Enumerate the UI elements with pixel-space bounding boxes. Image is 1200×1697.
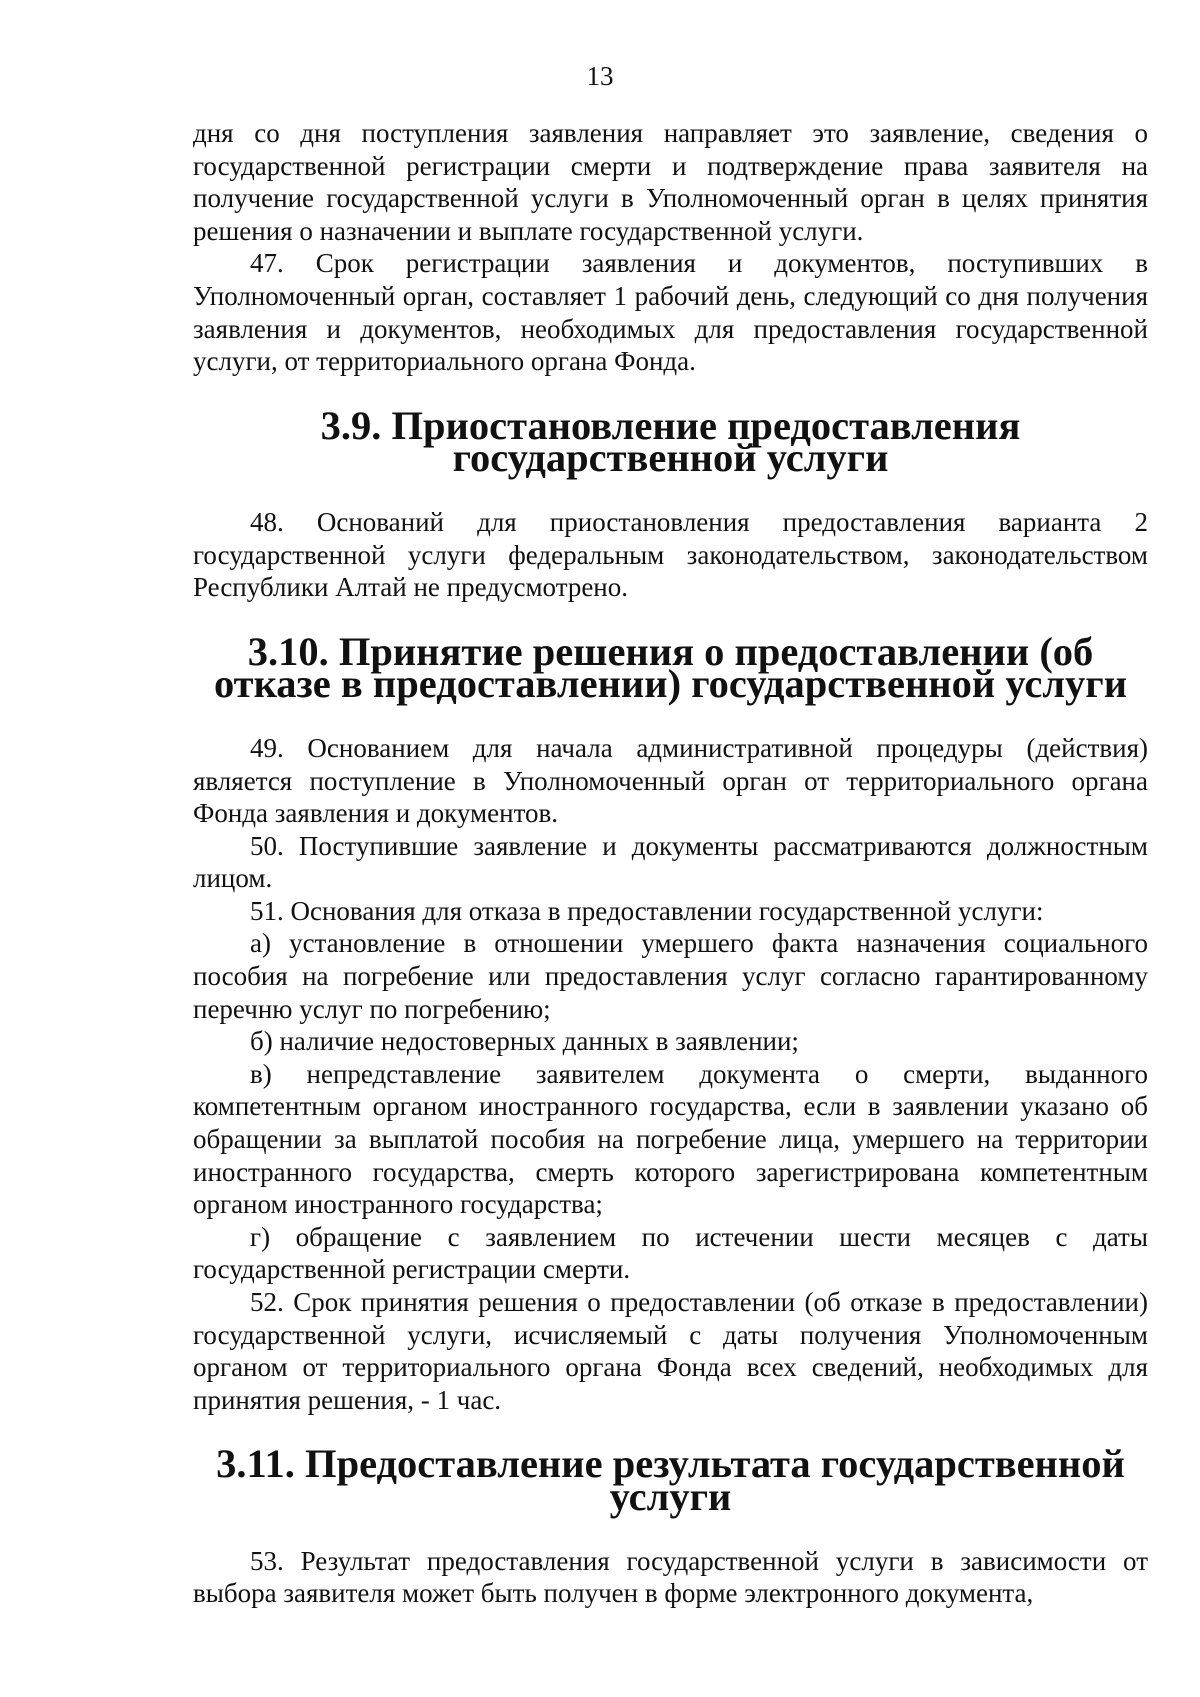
paragraph-51: 51. Основания для отказа в предоставлении государственной услуги: [250,895,1044,926]
paragraph-47: 47. Срок регистрации заявления и документов, поступивших в Уполномоченный орган, составляет 1 рабочий день, следующий со дня получения заявления и документов, необходимых для предоставления государственной услуги, от территориального органа Фонда. [193,248,1148,377]
list-item-g: г) обращение с заявлением по истечении шести месяцев с даты государственной регистрации смерти. [193,1221,1148,1285]
section-heading-3-10: 3.10. Принятие решения о предоставлении (об отказе в предоставлении) государственной услуги [213,628,1128,707]
paragraph-49: 49. Основанием для начала административной процедуры (действия) является поступление в Уполномоченный орган от территориального органа Фонда заявления и документов. [193,732,1148,829]
page-number: 13 [586,61,614,91]
paragraph-50: 50. Поступившие заявление и документы рассматриваются должностным лицом. [193,830,1148,894]
list-item-a: а) установление в отношении умершего факта назначения социального пособия на погребение или предоставления услуг согласно гарантированному перечню услуг по погребению; [193,928,1148,1024]
paragraph-continuation: дня со дня поступления заявления направляет это заявление, сведения о государственной регистрации смерти и подтверждение права заявителя на получение государственной услуги в Уполномоченный орган в целях принятия решения о назначении и выплате государственной услуги. [193,118,1148,246]
document-body [193,117,1148,1610]
list-item-v: в) непредставление заявителем документа о смерти, выданного компетентным органом иностранного государства, если в заявлении указано об обращении за выплатой пособия на погребение лица, умершего на территории иностранного государства, смерть которого зарегистрирована компетентным органом иностранного государства; [193,1058,1148,1220]
paragraph-52: 52. Срок принятия решения о предоставлении (об отказе в предоставлении) государственной услуги, исчисляемый с даты получения Уполномоченным органом от территориального органа Фонда всех сведений, необходимых для принятия решения, - 1 час. [193,1287,1148,1415]
section-heading-3-11: 3.11. Предоставление результата государственной услуги [216,1441,1125,1519]
section-heading-3-9: 3.9. Приостановление предоставления государственной услуги [320,402,1021,481]
paragraph-48: 48. Оснований для приостановления предоставления варианта 2 государственной услуги федеральным законодательством, законодательством Республики Алтай не предусмотрено. [193,506,1148,603]
list-item-b: б) наличие недостоверных данных в заявлении; [250,1026,799,1057]
paragraph-53: 53. Результат предоставления государственной услуги в зависимости от выбора заявителя может быть получен в форме электронного документа, [193,1545,1148,1609]
